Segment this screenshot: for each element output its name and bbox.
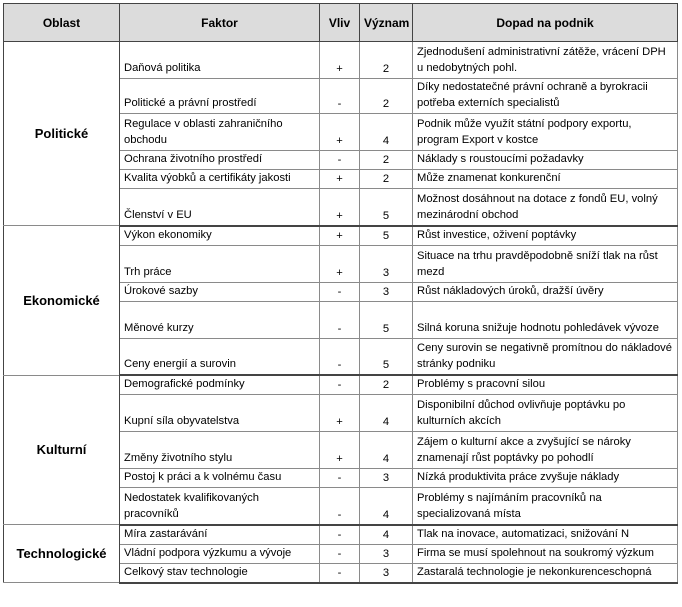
significance-cell: 3 (360, 245, 413, 282)
group-label: Kulturní (4, 375, 120, 525)
factor-cell: Vládní podpora výzkumu a vývoje (120, 544, 320, 563)
impact-cell: Náklady s roustoucími požadavky (413, 151, 678, 170)
impact-cell: Firma se musí spolehnout na soukromý výzkum (413, 544, 678, 563)
significance-cell: 5 (360, 189, 413, 226)
significance-cell: 2 (360, 170, 413, 189)
impact-cell: Růst nákladových úroků, dražší úvěry (413, 282, 678, 301)
impact-cell: Růst investice, oživení poptávky (413, 226, 678, 246)
significance-cell: 2 (360, 375, 413, 395)
factor-cell: Členství v EU (120, 189, 320, 226)
factor-cell: Změny životního stylu (120, 432, 320, 469)
header-row (4, 4, 678, 42)
influence-cell: - (320, 563, 360, 583)
header-oblast: Oblast (4, 4, 120, 42)
factor-cell: Kupní síla obyvatelstva (120, 395, 320, 432)
significance-cell: 3 (360, 563, 413, 583)
factor-cell: Nedostatek kvalifikovaných pracovníků (120, 488, 320, 525)
significance-cell: 4 (360, 488, 413, 525)
impact-cell: Podnik může využít státní podpory exportu, program Export v kostce (413, 114, 678, 151)
significance-cell: 3 (360, 469, 413, 488)
influence-cell: - (320, 488, 360, 525)
significance-cell: 4 (360, 395, 413, 432)
influence-cell: + (320, 170, 360, 189)
table-row (4, 525, 678, 545)
influence-cell: - (320, 301, 360, 338)
significance-cell: 4 (360, 114, 413, 151)
impact-cell: Problémy s najímáním pracovníků na specializovaná místa (413, 488, 678, 525)
factor-cell: Politické a právní prostředí (120, 79, 320, 114)
influence-cell: + (320, 42, 360, 79)
impact-cell: Může znamenat konkurenční (413, 170, 678, 189)
pest-analysis-table (3, 3, 678, 584)
significance-cell: 4 (360, 525, 413, 545)
impact-cell: Díky nedostatečné právní ochraně a byrokracii potřeba externích specialistů (413, 79, 678, 114)
factor-cell: Měnové kurzy (120, 301, 320, 338)
header-faktor: Faktor (120, 4, 320, 42)
significance-cell: 3 (360, 282, 413, 301)
impact-cell: Zájem o kulturní akce a zvyšující se nároky znamenají růst poptávky po pohodlí (413, 432, 678, 469)
factor-cell: Celkový stav technologie (120, 563, 320, 583)
influence-cell: + (320, 114, 360, 151)
impact-cell: Problémy s pracovní silou (413, 375, 678, 395)
significance-cell: 5 (360, 301, 413, 338)
influence-cell: + (320, 395, 360, 432)
influence-cell: + (320, 226, 360, 246)
significance-cell: 2 (360, 151, 413, 170)
table-row (4, 42, 678, 79)
influence-cell: + (320, 432, 360, 469)
impact-cell: Ceny surovin se negativně promítnou do nákladové stránky podniku (413, 338, 678, 375)
impact-cell: Tlak na inovace, automatizaci, snižování N (413, 525, 678, 545)
significance-cell: 2 (360, 79, 413, 114)
group-label: Technologické (4, 525, 120, 583)
significance-cell: 5 (360, 338, 413, 375)
significance-cell: 2 (360, 42, 413, 79)
significance-cell: 4 (360, 432, 413, 469)
table-row (4, 375, 678, 395)
factor-cell: Demografické podmínky (120, 375, 320, 395)
impact-cell: Možnost dosáhnout na dotace z fondů EU, volný mezinárodní obchod (413, 189, 678, 226)
table-body (4, 42, 678, 583)
factor-cell: Kvalita výobků a certifikáty jakosti (120, 170, 320, 189)
significance-cell: 3 (360, 544, 413, 563)
impact-cell: Situace na trhu pravděpodobně sníží tlak na růst mezd (413, 245, 678, 282)
significance-cell: 5 (360, 226, 413, 246)
impact-cell: Disponibilní důchod ovlivňuje poptávku po kulturních akcích (413, 395, 678, 432)
impact-cell: Zastaralá technologie je nekonkurenceschopná (413, 563, 678, 583)
header-dopad: Dopad na podnik (413, 4, 678, 42)
header-vliv: Vliv (320, 4, 360, 42)
influence-cell: - (320, 79, 360, 114)
factor-cell: Daňová politika (120, 42, 320, 79)
factor-cell: Výkon ekonomiky (120, 226, 320, 246)
influence-cell: - (320, 469, 360, 488)
influence-cell: - (320, 525, 360, 545)
impact-cell: Silná koruna snižuje hodnotu pohledávek vývoze (413, 301, 678, 338)
group-label: Politické (4, 42, 120, 226)
factor-cell: Regulace v oblasti zahraničního obchodu (120, 114, 320, 151)
factor-cell: Ceny energií a surovin (120, 338, 320, 375)
factor-cell: Trh práce (120, 245, 320, 282)
impact-cell: Nízká produktivita práce zvyšuje náklady (413, 469, 678, 488)
table-row (4, 226, 678, 246)
factor-cell: Míra zastarávání (120, 525, 320, 545)
header-vyznam: Význam (360, 4, 413, 42)
influence-cell: - (320, 282, 360, 301)
factor-cell: Postoj k práci a k volnému času (120, 469, 320, 488)
factor-cell: Ochrana životního prostředí (120, 151, 320, 170)
influence-cell: + (320, 245, 360, 282)
influence-cell: + (320, 189, 360, 226)
influence-cell: - (320, 375, 360, 395)
impact-cell: Zjednodušení administrativní zátěže, vrácení DPH u nedobytných pohl. (413, 42, 678, 79)
influence-cell: - (320, 151, 360, 170)
factor-cell: Úrokové sazby (120, 282, 320, 301)
influence-cell: - (320, 544, 360, 563)
group-label: Ekonomické (4, 226, 120, 376)
influence-cell: - (320, 338, 360, 375)
